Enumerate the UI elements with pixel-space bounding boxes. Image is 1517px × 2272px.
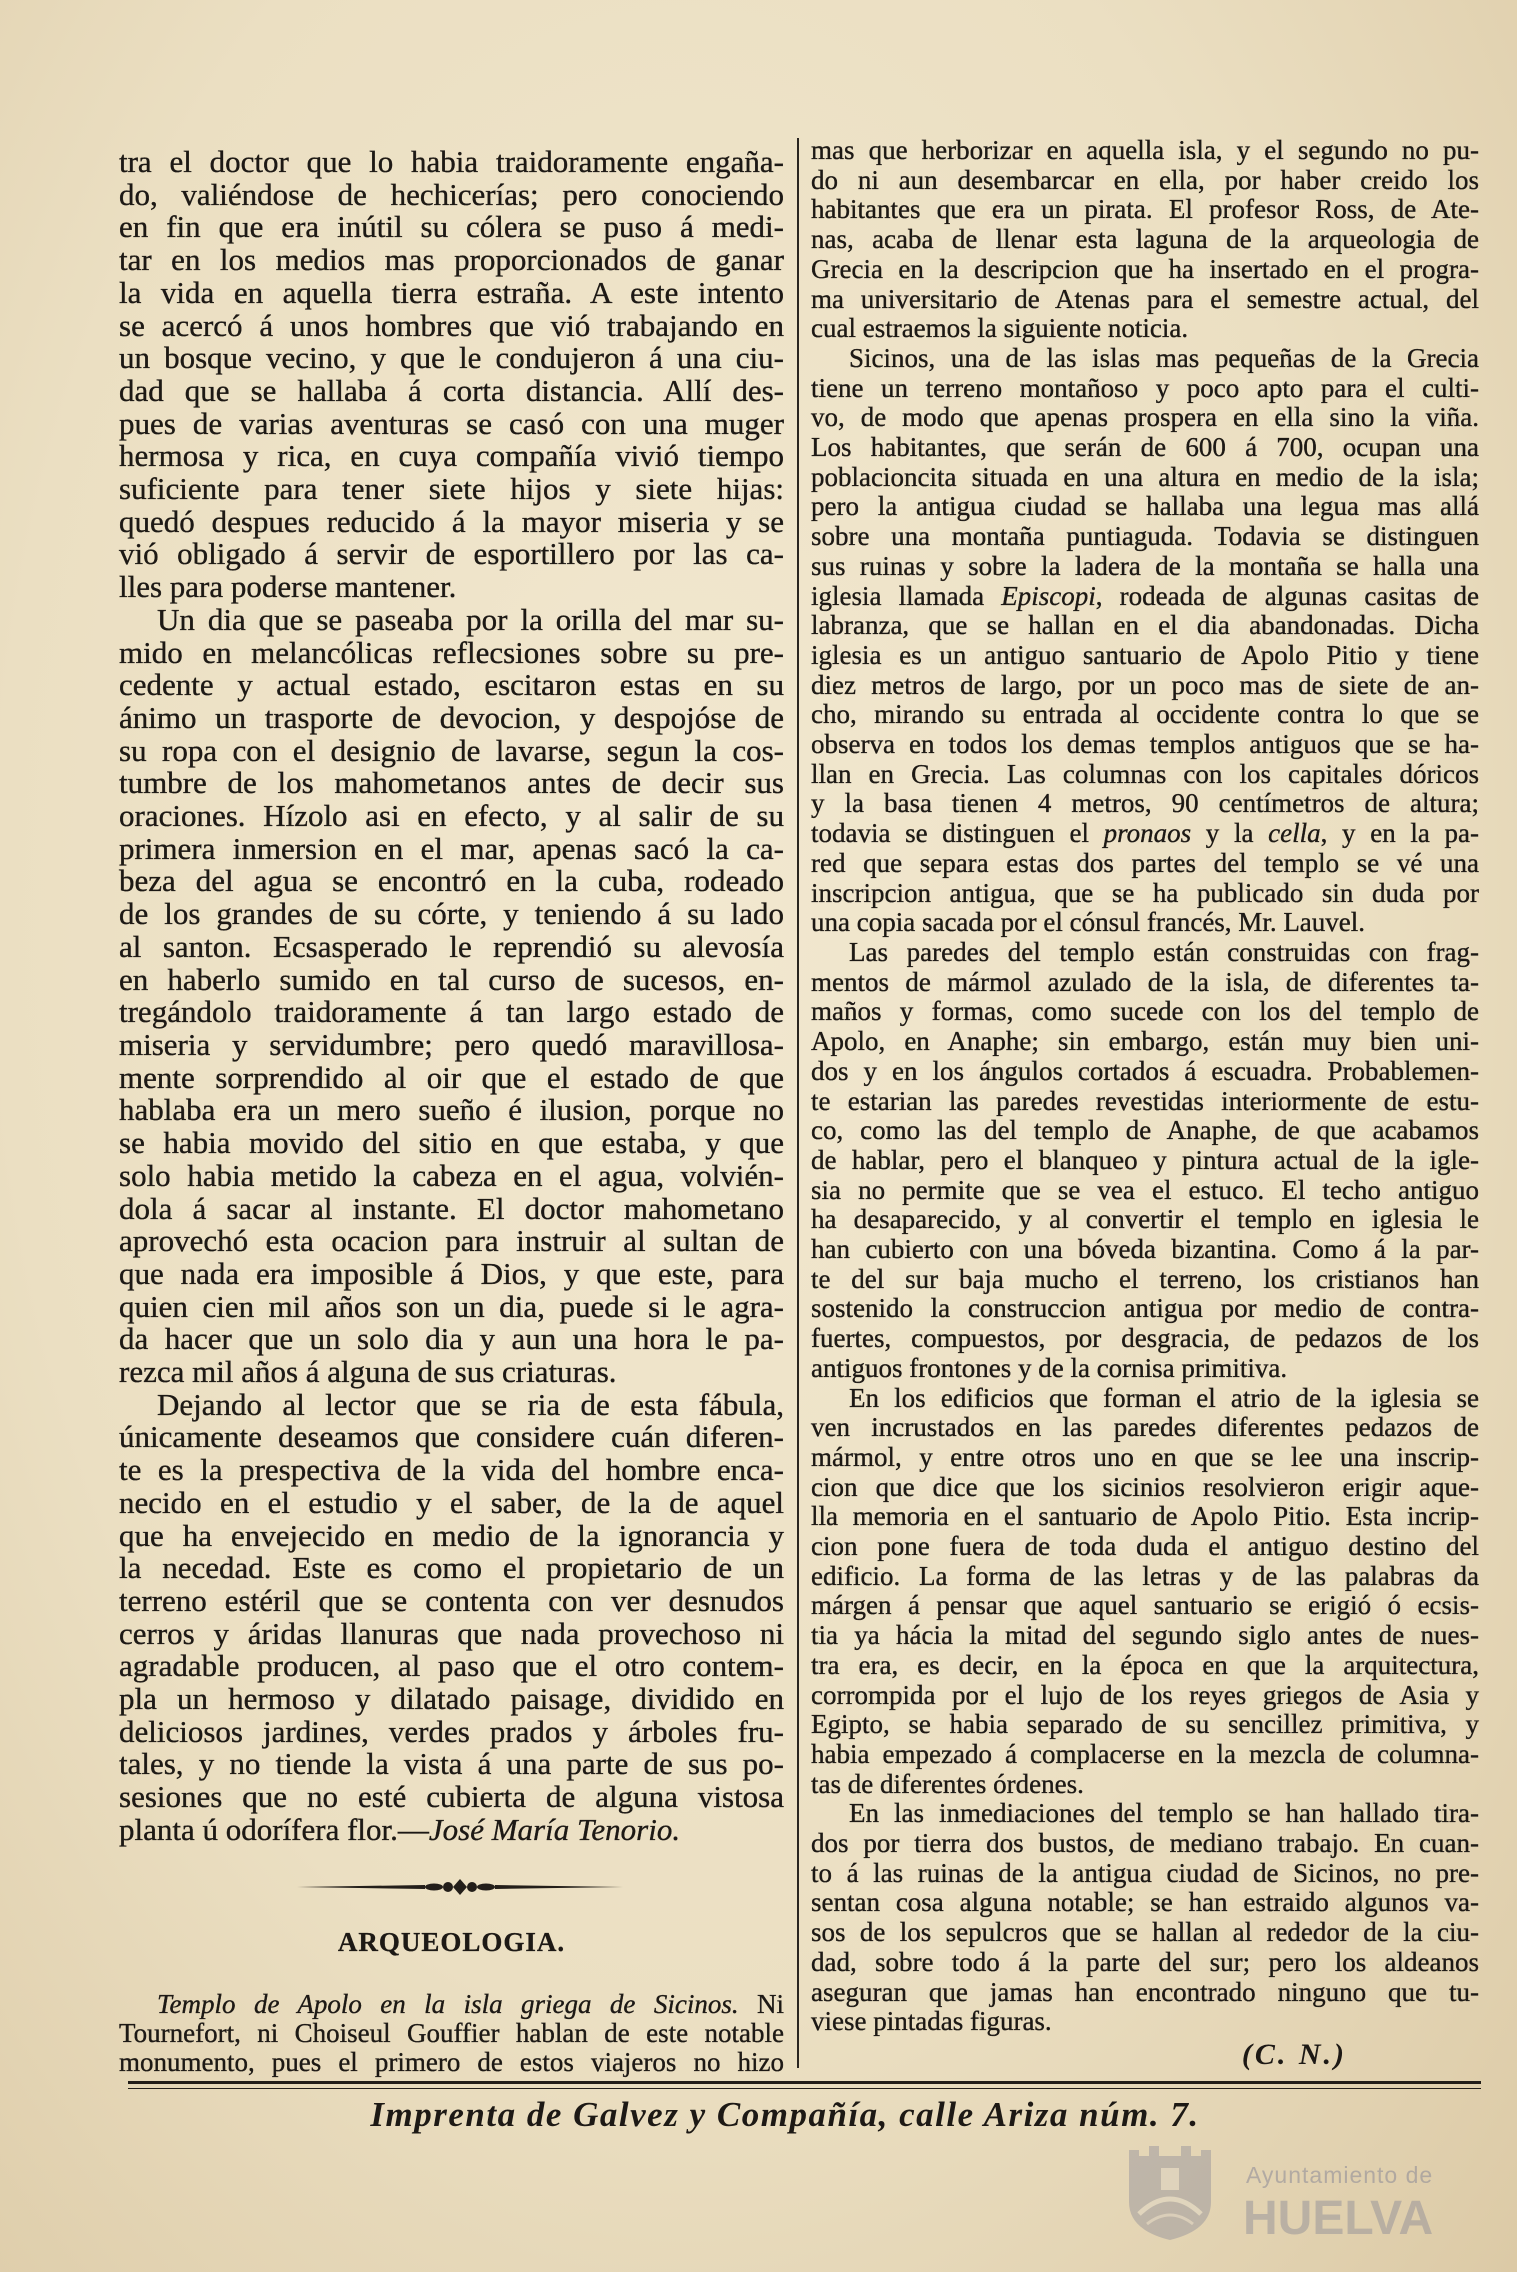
text-line: pues de varias aventuras se casó con una muger (119, 405, 784, 441)
text-line: ánimo un trasporte de devocion, y despojóse de (119, 699, 784, 735)
ornamental-divider (297, 1878, 623, 1896)
text-segment: iglesia llamada (811, 580, 1002, 611)
text-line: cion que dice que los sicinios resolvieron erigir aque- (811, 1471, 1479, 1502)
paragraph (811, 938, 1479, 1384)
text-line: necido en el estudio y el saber, de la de aquel (119, 1484, 784, 1520)
italic-text: cella (1268, 818, 1321, 849)
paragraph (811, 136, 1479, 344)
italic-text: Episcopi (1001, 580, 1096, 611)
text-line: sobre una montaña puntiaguda. Todavia se distinguen (811, 521, 1479, 552)
text-line: corrompida por el lujo de los reyes griegos de Asia y (811, 1679, 1479, 1710)
text-line: sia no permite que se vea el estuco. El techo antiguo (811, 1174, 1479, 1205)
text-line: En las inmediaciones del templo se han hallado tira- (849, 1798, 1479, 1829)
author-initials: (C. N.) (1241, 2038, 1347, 2071)
text-line: ven incrustados en las paredes diferentes pedazos de (811, 1412, 1479, 1443)
text-line: dad que se hallaba á corta distancia. Allí des- (119, 372, 784, 408)
text-line: que nada era imposible á Dios, y que este, para (119, 1255, 784, 1291)
text-line: lles para poderse mantener. (119, 569, 457, 605)
watermark-line-1: Ayuntamiento de (1246, 2162, 1434, 2188)
text-line: quedó despues reducido á la mayor miseria y se (119, 503, 784, 539)
section-heading: ARQUEOLOGIA. (337, 1927, 566, 1957)
paragraph (119, 1386, 784, 1847)
text-line: en fin que era inútil su cólera se puso á medi- (119, 209, 784, 245)
section-intro (119, 1990, 784, 2077)
text-line: sos de los sepulcros que se hallan al rededor de la ciu- (811, 1917, 1479, 1948)
text-line: iglesia es un antiguo santuario de Apolo Pitio y tiene (811, 639, 1479, 670)
text-line: tumbre de los mahometanos antes de decir sus (119, 765, 784, 801)
text-line: agradable producen, al paso que el otro contem- (119, 1648, 784, 1684)
text-line: al santon. Ecsasperado le reprendió su alevosía (119, 928, 784, 964)
text-line: Los habitantes, que serán de 600 á 700, ocupan una (811, 432, 1479, 463)
text-line: habia empezado á complacerse en la mezcla de columna- (811, 1738, 1479, 1769)
text-line: te del sur baja mucho el terreno, los cristianos han (811, 1263, 1479, 1294)
text-line: labranza, que se hallan en el dia abandonadas. Dicha (811, 610, 1479, 641)
text-line: nas, acaba de llenar esta laguna de la arqueologia de (811, 224, 1479, 255)
italic-text: José María Tenorio. (428, 1811, 681, 1847)
text-line: terreno estéril que se contenta con ver desnudos (119, 1582, 784, 1618)
text-line: sus ruinas y sobre la ladera de la montaña se halla una (811, 550, 1479, 581)
text-line: te estarian las paredes revestidas interiormente de estu- (811, 1085, 1479, 1116)
text-line: tas de diferentes órdenes. (811, 1768, 1084, 1799)
watermark-line-2: HUELVA (1243, 2192, 1434, 2245)
text-line: poblacioncita situada en una altura en medio de la isla; (811, 461, 1479, 492)
text-segment: y la (1191, 818, 1269, 849)
text-line: dola á sacar al instante. El doctor mahometano (119, 1190, 784, 1226)
text-line: to á las ruinas de la antigua ciudad de Sicinos, no pre- (811, 1857, 1479, 1888)
text-line: sostenido la construccion antigua por medio de contra- (811, 1293, 1479, 1324)
text-line: cual estraemos la siguiente noticia. (811, 313, 1189, 344)
left-column (119, 146, 784, 1847)
archive-watermark (1118, 2140, 1448, 2245)
text-line: edificio. La forma de las letras y de las palabras da (811, 1560, 1479, 1591)
text-line: oraciones. Hízolo asi en efecto, y al salir de su (119, 798, 784, 834)
text-line: sentan cosa alguna notable; se han estraido algunos va- (811, 1887, 1479, 1918)
text-line: márgen á pensar que aquel santuario se erigió ó ecsis- (811, 1590, 1479, 1621)
text-line: aprovechó esta ocacion para instruir al sultan de (119, 1223, 784, 1259)
footer-rule (128, 2081, 1481, 2089)
paragraph (119, 601, 784, 1390)
text-line: mentos de mármol azulado de la isla, de diferentes ta- (811, 966, 1479, 997)
paragraph (811, 1799, 1479, 2037)
text-line: tar en los medios mas proporcionados de ganar (119, 242, 784, 278)
text-line: lla memoria en el santuario de Apolo Pitio. Esta incrip- (811, 1501, 1479, 1532)
text-line: cedente y actual estado, escitaron estas en su (119, 667, 784, 703)
text-line: dos por tierra dos bustos, de mediano trabajo. En cuan- (811, 1828, 1479, 1859)
text-line: suficiente para tener siete hijos y siete hijas: (119, 471, 784, 507)
italic-text: pronaos (1103, 818, 1192, 849)
text-line: y la basa tienen 4 metros, 90 centímetros de altura; (811, 788, 1479, 819)
text-line: la vida en aquella tierra estraña. A este intento (119, 274, 784, 310)
text-segment: planta ú odorífera flor.— (119, 1811, 429, 1847)
text-line: Dejando al lector que se ria de esta fábula, (157, 1386, 784, 1422)
text-line: vo, de modo que apenas prospera en ella sino la viña. (811, 402, 1479, 433)
text-line: ma universitario de Atenas para el semestre actual, del (811, 283, 1479, 314)
text-line: deliciosos jardines, verdes prados y árboles fru- (119, 1713, 784, 1749)
text-line: red que separa estas dos partes del templo se vé una (811, 847, 1479, 878)
text-line: Grecia en la descripcion que ha insertado en el progra- (811, 253, 1479, 284)
text-line: diez metros de largo, por un poco mas de siete de an- (811, 669, 1479, 700)
text-line: inscripcion antigua, que se ha publicado sin duda por (811, 877, 1479, 908)
text-line: cerros y áridas llanuras que nada provechoso ni (119, 1615, 784, 1651)
text-line: fuertes, compuestos, por desgracia, de pedazos de los (811, 1323, 1479, 1354)
text-line: hermosa y rica, en cuya compañía vivió tiempo (119, 438, 784, 474)
text-line: habitantes que era un pirata. El profesor Ross, de Ate- (811, 194, 1479, 225)
text-line: Egipto, se habia separado de su sencillez primitiva, y (811, 1709, 1479, 1740)
text-segment: , rodeada de algunas casitas de (1095, 580, 1480, 611)
text-line: tiene un terreno montañoso y poco apto para el culti- (811, 372, 1479, 403)
text-line: co, como las del templo de Anaphe, de que acabamos (811, 1115, 1479, 1146)
paragraph (811, 1384, 1479, 1800)
text-segment: Ni (738, 1989, 784, 2019)
text-line: la necedad. Este es como el propietario de un (119, 1550, 784, 1586)
text-line: ha desaparecido, y al convertir el templo en iglesia le (811, 1204, 1479, 1235)
text-line: antiguos frontones y de la cornisa primitiva. (811, 1352, 1288, 1383)
paragraph (119, 1990, 784, 2077)
text-line: se acercó á unos hombres que vió trabajando en (119, 307, 784, 343)
text-line: vió obligado á servir de esportillero por las ca- (119, 536, 784, 572)
text-line (811, 819, 1479, 849)
text-line: tales, y no tiende la vista á una parte de sus po- (119, 1746, 784, 1782)
text-line: do ni aun desembarcar en ella, por haber creido los (811, 164, 1479, 195)
text-line: pla un hermoso y dilatado paisage, dividido en (119, 1681, 784, 1717)
printer-imprint: Imprenta de Galvez y Compañía, calle Ariza núm. 7. (370, 2095, 1200, 2134)
column-divider (797, 138, 799, 2068)
text-line (811, 582, 1479, 612)
text-segment: todavia se distinguen el (811, 818, 1104, 849)
text-line: observa en todos los demas templos antiguos que se ha- (811, 729, 1479, 760)
text-line: aseguran que jamas han encontrado ninguno que tu- (811, 1976, 1479, 2007)
text-line: te es la prespectiva de la vida del hombre enca- (119, 1452, 784, 1488)
text-line: se habia movido del sitio en que estaba, y que (119, 1125, 784, 1161)
text-line: quien cien mil años son un dia, puede si le agra- (119, 1288, 784, 1324)
text-line: pero la antigua ciudad se hallaba una legua mas allá (811, 491, 1479, 522)
text-line: que ha envejecido en medio de la ignorancia y (119, 1517, 784, 1553)
text-line: en haberlo sumido en tal curso de sucesos, en- (119, 961, 784, 997)
italic-text: Templo de Apolo en la isla griega de Sicinos. (157, 1989, 739, 2019)
text-line: llan en Grecia. Las columnas con los capitales dóricos (811, 758, 1479, 789)
text-line: monumento, pues el primero de estos viajeros no hizo (119, 2047, 784, 2077)
paragraph (119, 146, 784, 604)
text-line: viese pintadas figuras. (811, 2006, 1052, 2037)
text-line: maños y formas, como sucede con los del templo de (811, 996, 1479, 1027)
text-line: tia ya hácia la mitad del segundo siglo antes de nues- (811, 1620, 1479, 1651)
text-line: solo habia metido la cabeza en el agua, volvién- (119, 1157, 784, 1193)
text-line: dad, sobre todo á la parte del sur; pero los aldeanos (811, 1946, 1479, 1977)
text-line: Tournefort, ni Choiseul Gouffier hablan de este notable (119, 2018, 784, 2048)
text-line: tra el doctor que lo habia traidoramente engaña- (119, 144, 784, 179)
text-line: Un dia que se paseaba por la orilla del mar su- (157, 601, 784, 637)
text-line: Sicinos, una de las islas mas pequeñas de la Grecia (849, 342, 1479, 373)
text-line: do, valiéndose de hechicerías; pero conociendo (119, 176, 784, 212)
text-line: sesiones que no esté cubierta de alguna vistosa (119, 1779, 784, 1815)
text-line: dos y en los ángulos cortados á escuadra. Probablemen- (811, 1055, 1479, 1086)
text-line: mármol, y entre otros uno en que se lee una inscrip- (811, 1441, 1479, 1472)
text-line: En los edificios que forman el atrio de la iglesia se (849, 1382, 1479, 1413)
text-line: han cubierto con una bóveda bizantina. Como á la par- (811, 1234, 1479, 1265)
text-line: da hacer que un solo dia y aun una hora le pa- (119, 1321, 784, 1357)
text-line (119, 1990, 784, 2019)
text-line: mas que herborizar en aquella isla, y el segundo no pu- (811, 135, 1479, 165)
right-column (811, 136, 1479, 2037)
text-line: Las paredes del templo están construidas con frag- (849, 936, 1479, 967)
text-line: mente sorprendido al oir que el estado de que (119, 1059, 784, 1095)
text-line: hablaba era un mero sueño é ilusion, porque no (119, 1092, 784, 1128)
coat-of-arms-icon (1123, 2142, 1217, 2242)
text-line: rezca mil años á alguna de sus criaturas. (119, 1354, 617, 1390)
text-line: primera inmersion en el mar, apenas sacó la ca- (119, 830, 784, 866)
text-segment: , y en la pa- (1320, 818, 1479, 849)
paragraph (811, 344, 1479, 938)
text-line: únicamente deseamos que considere cuán diferen- (119, 1419, 784, 1455)
text-line: un bosque vecino, y que le condujeron á una ciu- (119, 340, 784, 376)
text-line: tra era, es decir, en la época en que la arquitectura, (811, 1649, 1479, 1680)
text-line: su ropa con el designio de lavarse, segun la cos- (119, 732, 784, 768)
text-line: beza del agua se encontró en la cuba, rodeado (119, 863, 784, 899)
text-line: una copia sacada por el cónsul francés, Mr. Lauvel. (811, 907, 1366, 938)
text-line: mido en melancólicas reflecsiones sobre su pre- (119, 634, 784, 670)
text-line: de los grandes de su córte, y teniendo á su lado (119, 896, 784, 932)
text-line: cho, mirando su entrada al occidente contra lo que se (811, 699, 1479, 730)
text-line: miseria y servidumbre; pero quedó maravillosa- (119, 1026, 784, 1062)
text-line: tregándolo traidoramente á tan largo estado de (119, 994, 784, 1030)
text-line (119, 1811, 784, 1847)
text-line: Apolo, en Anaphe; sin embargo, están muy bien uni- (811, 1026, 1479, 1057)
text-line: de hablar, pero el blanqueo y pintura actual de la igle- (811, 1144, 1479, 1175)
text-line: cion pone fuera de toda duda el antiguo destino del (811, 1531, 1479, 1562)
